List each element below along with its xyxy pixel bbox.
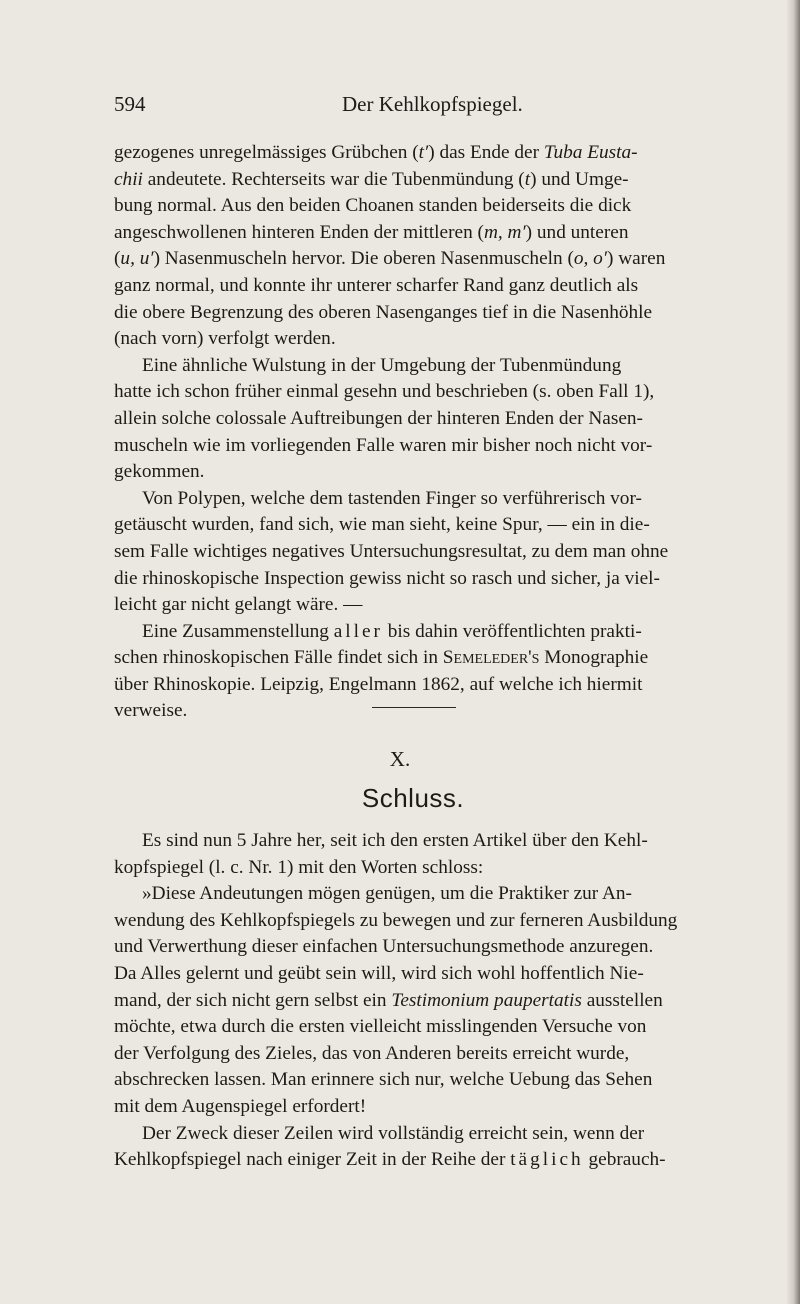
section-divider-rule [372, 707, 456, 708]
section-title: Schluss. [361, 783, 465, 813]
body-text-after-section [114, 828, 714, 1174]
paragraph [114, 1121, 714, 1174]
text-run: ) waren ganz normal, und konnte ihr unterer scharfer Rand ganz deutlich als die obere Begrenzung des oberen Nasenganges tief in die Nasenhöhle (nach vorn) verfolgt werden. [114, 248, 666, 350]
styled-text-run: täglich [510, 1149, 584, 1171]
text-run: Es sind nun 5 Jahre her, seit ich den ersten Artikel über den Kehl- kopfspiegel (l. c. Nr. 1) mit den Worten schloss: [114, 830, 648, 878]
text-run: gebrauch- [583, 1149, 666, 1171]
text-run: »Diese Andeutungen mögen genügen, um die Praktiker zur An- wendung des Kehlkopfspiegels zu bewegen und zur ferneren Ausbildung und Verwerthung dieser einfachen Untersuchungsmethode anzuregen. Da Alles gelernt und geübt sein will, wird sich wohl hoffentlich Nie- mand, der sich nicht gern selbst ein [114, 883, 678, 1011]
styled-text-run: Tuba Eusta- chii [114, 142, 638, 190]
text-run: ) Nasenmuscheln hervor. Die oberen Nasenmuscheln ( [153, 248, 574, 270]
styled-text-run: t′ [418, 142, 429, 163]
text-run: andeutete. Rechterseits war die Tubenmündung ( [142, 168, 525, 190]
text-run: Eine ähnliche Wulstung in der Umgebung der Tubenmündung hatte ich schon früher einmal gesehn und beschrieben (s. oben Fall 1), allein solche colossale Auftreibungen der hinteren Enden der Nasen- muscheln wie im vorliegenden Falle waren mir bisher noch nicht vor- gekommen. [114, 354, 655, 483]
text-run: Der Zweck dieser Zeilen wird vollständig erreicht sein, wenn der Kehlkopfspiegel nach einiger Zeit in der Reihe der [114, 1122, 645, 1171]
section-number: X. [389, 747, 411, 771]
text-run: ausstellen möchte, etwa durch die ersten vielleicht misslingenden Versuche von der Verfolgung des Zieles, das von Anderen bereits erreicht wurde, abschrecken lassen. Man erinnere sich nur, welche Uebung das Sehen mit dem Augenspiegel erfordert! [114, 989, 663, 1117]
running-head-title: Der Kehlkopfspiegel. [342, 92, 523, 116]
styled-text-run: u, u′ [120, 248, 154, 270]
paragraph [114, 828, 714, 881]
paragraph [114, 619, 714, 725]
styled-text-run: Semeleder's [442, 647, 540, 669]
styled-text-run: o, o′ [573, 248, 608, 270]
text-run: Monographie über Rhinoskopie. Leipzig, Engelmann 1862, auf welche ich hiermit verweise. [114, 647, 649, 722]
running-head [114, 92, 714, 122]
body-text-before-section [114, 140, 714, 725]
paragraph [114, 140, 714, 353]
styled-text-run: m, m′ [483, 221, 526, 243]
text-run: bis dahin veröffentlichten prakti- schen rhinoskopischen Fälle findet sich in [114, 620, 642, 669]
styled-text-run: aller [333, 620, 383, 642]
paragraph [114, 353, 714, 486]
text-run: ) und Umge- bung normal. Aus den beiden Choanen standen beiderseits die dick angeschwollenen hinteren Enden der mittleren ( [114, 168, 632, 243]
styled-text-run: Testimonium paupertatis [391, 989, 582, 1011]
paragraph [114, 486, 714, 619]
page-edge-shadow [786, 0, 800, 1304]
text-run: Eine Zusammenstellung [142, 620, 334, 642]
paragraph [114, 881, 714, 1120]
text-run: ) und unteren ( [114, 221, 629, 270]
text-run: Von Polypen, welche dem tastenden Finger so verführerisch vor- getäuscht wurden, fand sich, wie man sieht, keine Spur, — ein in die- sem Falle wichtiges negatives Untersuchungsresultat, zu dem man ohne die rhinoskopische Inspection gewiss nicht so rasch und sicher, ja viel- leicht gar nicht gelangt wäre. — [114, 487, 669, 616]
styled-text-run: t [524, 168, 531, 190]
page-number: 594 [114, 92, 146, 116]
text-run: gezogenes unregelmässiges Grübchen ( [114, 142, 419, 163]
text-run: ) das Ende der [428, 142, 544, 163]
